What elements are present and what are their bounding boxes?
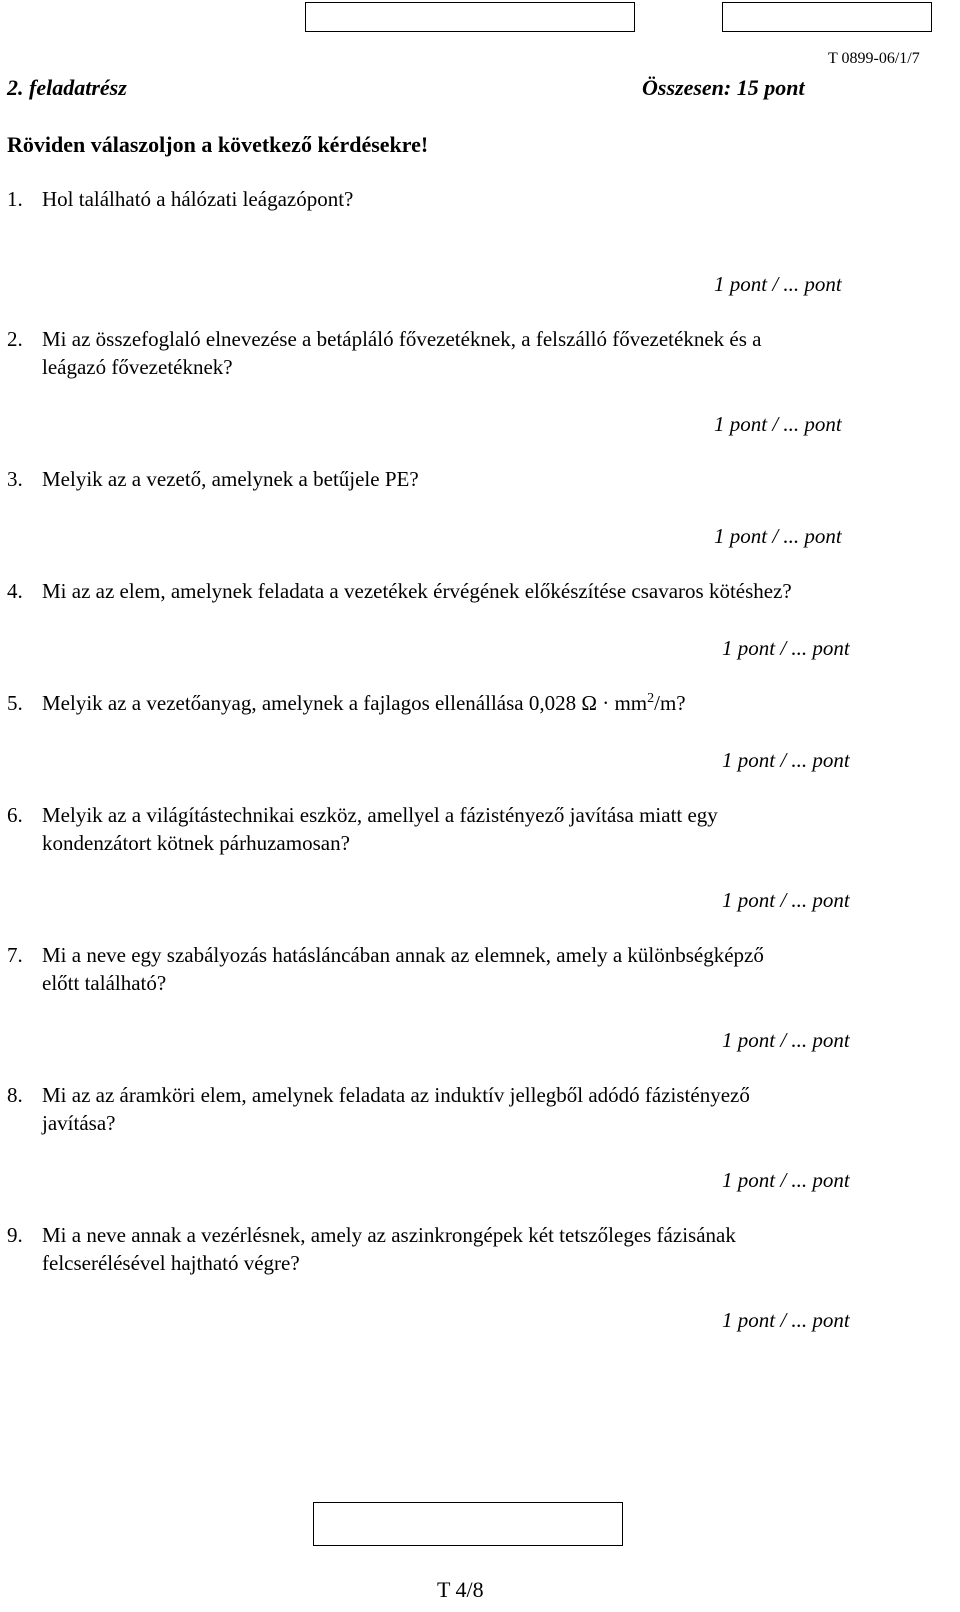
question-number: 2. [7,327,23,351]
question-number: 9. [7,1223,23,1247]
question-text: Mi az az áramköri elem, amelynek feladata az induktív jellegből adódó fázistényező [42,1083,750,1107]
question-number: 8. [7,1083,23,1107]
score-line: 1 pont / ... pont [722,1028,850,1052]
instruction: Röviden válaszoljon a következő kérdésekre! [7,132,429,157]
section-title: 2. feladatrész [7,75,127,100]
question-text [42,691,686,716]
question-text: Mi az összefoglaló elnevezése a betápláló fővezetéknek, a felszálló fővezetéknek és a [42,327,762,351]
question-text: Melyik az a világítástechnikai eszköz, amellyel a fázistényező javítása miatt egy [42,803,718,827]
score-line: 1 pont / ... pont [714,272,842,296]
question-number: 4. [7,579,23,603]
section-total: Összesen: 15 pont [642,75,805,100]
score-line: 1 pont / ... pont [722,748,850,772]
question-text: Melyik az a vezető, amelynek a betűjele PE? [42,467,419,491]
score-line: 1 pont / ... pont [722,636,850,660]
question-number: 3. [7,467,23,491]
document-code: T 0899-06/1/7 [828,50,920,67]
header-box-right [722,2,932,32]
question-text: Mi a neve egy szabályozás hatásláncában annak az elemnek, amely a különbségképző [42,943,764,967]
question-number: 1. [7,187,23,211]
score-line: 1 pont / ... pont [722,888,850,912]
question-number: 7. [7,943,23,967]
question-text-unit: /m? [654,691,686,715]
question-text: leágazó fővezetéknek? [42,355,233,379]
question-text: kondenzátort kötnek párhuzamosan? [42,831,350,855]
question-number: 6. [7,803,23,827]
header-box-left [305,2,635,32]
question-text: előtt található? [42,971,167,995]
question-text: Hol található a hálózati leágazópont? [42,187,354,211]
score-line: 1 pont / ... pont [714,412,842,436]
footer-box [313,1502,623,1546]
superscript-exponent: 2 [647,691,655,706]
score-line: 1 pont / ... pont [722,1168,850,1192]
question-text: felcserélésével hajtható végre? [42,1251,300,1275]
question-number: 5. [7,691,23,715]
question-text: Mi a neve annak a vezérlésnek, amely az aszinkrongépek két tetszőleges fázisának [42,1223,736,1247]
score-line: 1 pont / ... pont [722,1308,850,1332]
score-line: 1 pont / ... pont [714,524,842,548]
question-text: javítása? [42,1111,116,1135]
question-text-main: Melyik az a vezetőanyag, amelynek a fajlagos ellenállása 0,028 Ω · mm [42,691,648,715]
question-text: Mi az az elem, amelynek feladata a vezetékek érvégének előkészítése csavaros kötéshez? [42,579,792,603]
page-number: T 4/8 [437,1577,484,1602]
